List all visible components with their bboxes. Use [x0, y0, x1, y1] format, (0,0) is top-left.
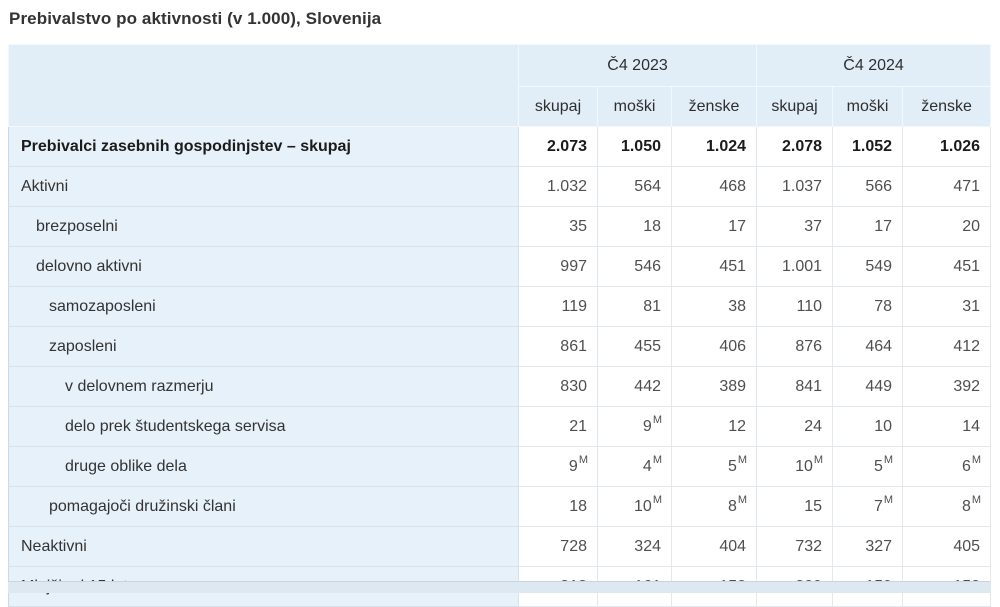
value-cell: 841 [757, 367, 833, 407]
value-cell: 449 [833, 367, 903, 407]
table-row [9, 127, 991, 167]
confidentiality-flag: M [883, 454, 894, 467]
value-cell: 389 [672, 367, 757, 407]
value-cell: 406 [672, 327, 757, 367]
value-cell: $9^M$ [598, 407, 672, 447]
row-label: v delovnem razmerju [9, 367, 519, 407]
row-label: pomagajoči družinski člani [9, 487, 519, 527]
value-cell: 412 [903, 327, 991, 367]
confidentiality-flag: M [737, 454, 748, 467]
row-label: delo prek študentskega servisa [9, 407, 519, 447]
value-cell: 566 [833, 167, 903, 207]
row-label: samozaposleni [9, 287, 519, 327]
row-label: zaposleni [9, 327, 519, 367]
confidentiality-flag: M [578, 454, 588, 467]
table-row [9, 487, 991, 527]
table-row [9, 367, 991, 407]
header-group-q4-2024: Č4 2024 [757, 45, 991, 87]
table-row [9, 327, 991, 367]
value-cell: 78 [833, 287, 903, 327]
table-row [9, 527, 991, 567]
value-cell: 18 [519, 487, 598, 527]
value-cell: 14 [903, 407, 991, 447]
page-title: Prebivalstvo po aktivnosti (v 1.000), Slovenija [9, 9, 382, 28]
table-row [9, 207, 991, 247]
table-row [9, 407, 991, 447]
row-label: delovno aktivni [9, 247, 519, 287]
row-label: druge oblike dela [9, 447, 519, 487]
value-cell: $5^M$ [833, 447, 903, 487]
value-cell: 327 [833, 527, 903, 567]
value-cell: 732 [757, 527, 833, 567]
value-cell: 20 [903, 207, 991, 247]
value-cell: 38 [672, 287, 757, 327]
value-cell: 1.001 [757, 247, 833, 287]
value-cell: 1.026 [903, 127, 991, 167]
value-cell: 564 [598, 167, 672, 207]
value-cell: 81 [598, 287, 672, 327]
value-cell: 728 [519, 527, 598, 567]
row-label: brezposelni [9, 207, 519, 247]
value-cell: 1.037 [757, 167, 833, 207]
value-cell: 392 [903, 367, 991, 407]
value-cell: 405 [903, 527, 991, 567]
value-cell: 404 [672, 527, 757, 567]
header-zenske-2024: ženske [903, 87, 991, 127]
table-header [9, 45, 991, 127]
value-cell: 2.078 [757, 127, 833, 167]
header-group-q4-2023: Č4 2023 [519, 45, 757, 87]
value-cell: 31 [903, 287, 991, 327]
row-label: Neaktivni [9, 527, 519, 567]
value-cell: 451 [903, 247, 991, 287]
value-cell: 861 [519, 327, 598, 367]
value-cell: 468 [672, 167, 757, 207]
value-cell: 464 [833, 327, 903, 367]
header-moski-2024: moški [833, 87, 903, 127]
value-cell: 12 [672, 407, 757, 447]
value-cell: 471 [903, 167, 991, 207]
header-skupaj-2024: skupaj [757, 87, 833, 127]
value-cell: 17 [833, 207, 903, 247]
value-cell: 35 [519, 207, 598, 247]
confidentiality-flag: M [737, 494, 748, 507]
value-cell: 1.050 [598, 127, 672, 167]
confidentiality-flag: M [813, 454, 824, 467]
value-cell: 549 [833, 247, 903, 287]
header-skupaj-2023: skupaj [519, 87, 598, 127]
header-moski-2023: moški [598, 87, 672, 127]
table-row [9, 447, 991, 487]
value-cell: 451 [672, 247, 757, 287]
header-corner-cell [9, 45, 519, 127]
table-row [9, 247, 991, 287]
value-cell: 18 [598, 207, 672, 247]
value-cell: 15 [757, 487, 833, 527]
value-cell: 324 [598, 527, 672, 567]
value-cell: $4^M$ [598, 447, 672, 487]
value-cell: 2.073 [519, 127, 598, 167]
value-cell: 119 [519, 287, 598, 327]
value-cell: 830 [519, 367, 598, 407]
statistics-table [8, 44, 991, 607]
statistics-table-container [8, 44, 990, 607]
value-cell: 21 [519, 407, 598, 447]
value-cell: $8^M$ [672, 487, 757, 527]
value-cell: $10^M$ [598, 487, 672, 527]
value-cell: $8^M$ [903, 487, 991, 527]
value-cell: $7^M$ [833, 487, 903, 527]
value-cell: 24 [757, 407, 833, 447]
table-row [9, 287, 991, 327]
header-zenske-2023: ženske [672, 87, 757, 127]
confidentiality-flag: M [652, 454, 662, 467]
value-cell: 546 [598, 247, 672, 287]
value-cell: 10 [833, 407, 903, 447]
value-cell: 1.032 [519, 167, 598, 207]
value-cell: 17 [672, 207, 757, 247]
confidentiality-flag: M [883, 494, 894, 507]
row-label: Aktivni [9, 167, 519, 207]
row-label: Prebivalci zasebnih gospodinjstev – skupaj [9, 127, 519, 167]
value-cell: 442 [598, 367, 672, 407]
confidentiality-flag: M [652, 494, 662, 507]
value-cell: $5^M$ [672, 447, 757, 487]
value-cell: $10^M$ [757, 447, 833, 487]
confidentiality-flag: M [652, 414, 662, 427]
value-cell: $9^M$ [519, 447, 598, 487]
value-cell: $6^M$ [903, 447, 991, 487]
table-body [9, 127, 991, 607]
confidentiality-flag: M [971, 454, 982, 467]
value-cell: 110 [757, 287, 833, 327]
value-cell: 1.024 [672, 127, 757, 167]
value-cell: 37 [757, 207, 833, 247]
next-section-edge [8, 581, 990, 593]
confidentiality-flag: M [971, 494, 982, 507]
value-cell: 997 [519, 247, 598, 287]
table-row [9, 167, 991, 207]
value-cell: 876 [757, 327, 833, 367]
header-group-row [9, 45, 991, 87]
value-cell: 455 [598, 327, 672, 367]
value-cell: 1.052 [833, 127, 903, 167]
